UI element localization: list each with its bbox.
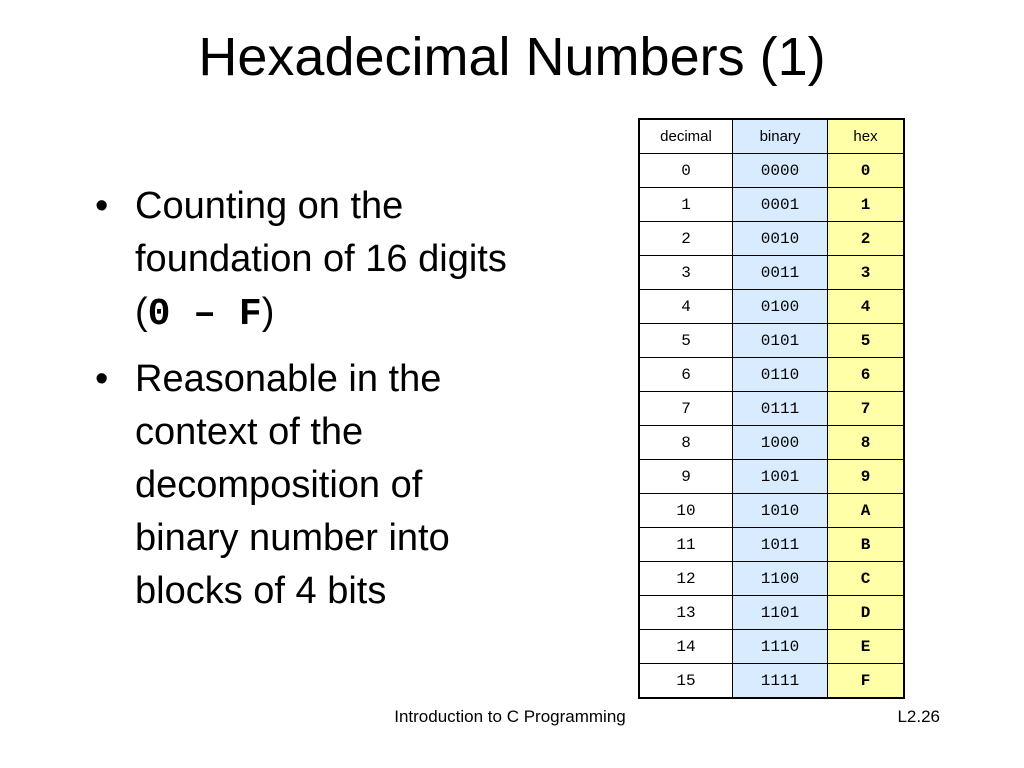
cell-decimal: 1 bbox=[639, 188, 733, 222]
cell-decimal: 12 bbox=[639, 562, 733, 596]
cell-binary: 1101 bbox=[733, 596, 828, 630]
cell-binary: 0110 bbox=[733, 358, 828, 392]
cell-hex: E bbox=[828, 630, 905, 664]
cell-hex: 2 bbox=[828, 222, 905, 256]
cell-hex: F bbox=[828, 664, 905, 699]
table-row bbox=[639, 528, 904, 562]
cell-decimal: 8 bbox=[639, 426, 733, 460]
cell-hex: 6 bbox=[828, 358, 905, 392]
table-row bbox=[639, 460, 904, 494]
header-binary: binary bbox=[733, 119, 828, 154]
bullet-marker: • bbox=[95, 185, 109, 227]
bullet-text: Reasonable in the context of the decomposition of binary number into blocks of 4 bits bbox=[135, 358, 450, 612]
table-row bbox=[639, 392, 904, 426]
table-row bbox=[639, 494, 904, 528]
cell-binary: 0111 bbox=[733, 392, 828, 426]
footer-course-title: Introduction to C Programming bbox=[394, 707, 626, 726]
cell-binary: 1110 bbox=[733, 630, 828, 664]
slide-title: Hexadecimal Numbers (1) bbox=[198, 27, 826, 87]
cell-hex: 9 bbox=[828, 460, 905, 494]
cell-binary: 1011 bbox=[733, 528, 828, 562]
hex-conversion-table bbox=[638, 118, 905, 699]
cell-binary: 1000 bbox=[733, 426, 828, 460]
table-row bbox=[639, 596, 904, 630]
header-hex: hex bbox=[828, 119, 905, 154]
cell-hex: 1 bbox=[828, 188, 905, 222]
table-row bbox=[639, 664, 904, 699]
cell-binary: 0100 bbox=[733, 290, 828, 324]
cell-decimal: 6 bbox=[639, 358, 733, 392]
bullet-marker: • bbox=[95, 358, 109, 400]
cell-hex: 3 bbox=[828, 256, 905, 290]
cell-hex: 4 bbox=[828, 290, 905, 324]
cell-decimal: 3 bbox=[639, 256, 733, 290]
cell-hex: C bbox=[828, 562, 905, 596]
cell-decimal: 4 bbox=[639, 290, 733, 324]
table-row bbox=[639, 222, 904, 256]
cell-binary: 0101 bbox=[733, 324, 828, 358]
table-row bbox=[639, 562, 904, 596]
bullet-item-counting bbox=[95, 180, 535, 341]
bullet-item-reasonable bbox=[95, 353, 535, 618]
footer-slide-number: L2.26 bbox=[897, 707, 940, 726]
cell-binary: 0010 bbox=[733, 222, 828, 256]
table-header-row bbox=[639, 119, 904, 154]
cell-binary: 0000 bbox=[733, 154, 828, 188]
cell-decimal: 15 bbox=[639, 664, 733, 699]
bullet-text-before: Counting on the foundation of 16 digits ( bbox=[135, 185, 507, 333]
table-row bbox=[639, 290, 904, 324]
table-row bbox=[639, 426, 904, 460]
cell-binary: 1111 bbox=[733, 664, 828, 699]
table-row bbox=[639, 154, 904, 188]
table-body bbox=[639, 154, 904, 699]
cell-binary: 1001 bbox=[733, 460, 828, 494]
header-decimal: decimal bbox=[639, 119, 733, 154]
bullet-code-range: 0 – F bbox=[147, 293, 262, 336]
cell-binary: 0011 bbox=[733, 256, 828, 290]
cell-hex: B bbox=[828, 528, 905, 562]
cell-hex: 5 bbox=[828, 324, 905, 358]
cell-hex: D bbox=[828, 596, 905, 630]
cell-decimal: 14 bbox=[639, 630, 733, 664]
cell-binary: 1100 bbox=[733, 562, 828, 596]
cell-decimal: 11 bbox=[639, 528, 733, 562]
cell-decimal: 5 bbox=[639, 324, 733, 358]
cell-decimal: 10 bbox=[639, 494, 733, 528]
cell-binary: 1010 bbox=[733, 494, 828, 528]
table-row bbox=[639, 324, 904, 358]
cell-hex: 7 bbox=[828, 392, 905, 426]
cell-hex: A bbox=[828, 494, 905, 528]
bullet-text-after: ) bbox=[261, 291, 275, 333]
cell-decimal: 2 bbox=[639, 222, 733, 256]
table-row bbox=[639, 188, 904, 222]
table-row bbox=[639, 256, 904, 290]
cell-hex: 8 bbox=[828, 426, 905, 460]
cell-decimal: 0 bbox=[639, 154, 733, 188]
bullet-list bbox=[95, 180, 535, 630]
cell-hex: 0 bbox=[828, 154, 905, 188]
cell-decimal: 9 bbox=[639, 460, 733, 494]
cell-decimal: 7 bbox=[639, 392, 733, 426]
cell-decimal: 13 bbox=[639, 596, 733, 630]
table-row bbox=[639, 630, 904, 664]
cell-binary: 0001 bbox=[733, 188, 828, 222]
table-row bbox=[639, 358, 904, 392]
